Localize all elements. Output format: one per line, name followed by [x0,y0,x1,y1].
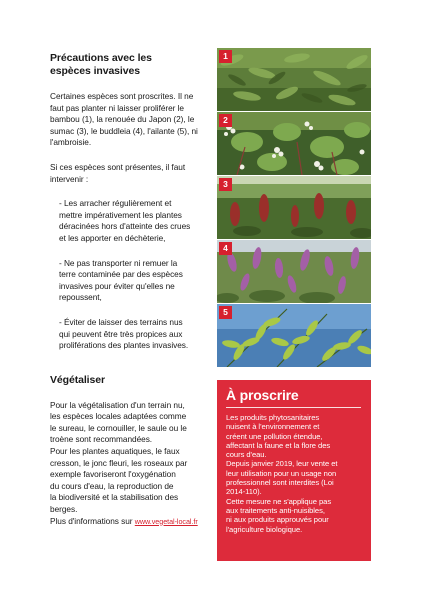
precautions-bullet-2: - Ne pas transporter ni remuer la terre contaminée par des espèces invasives pour éviter qu'elles ne repoussent, [59,257,183,303]
vegetaliser-heading: Végétaliser [50,373,105,386]
photo-sumac [217,176,371,239]
photo-bamboo [217,48,371,111]
invasive-species-photos [217,48,371,368]
precautions-bullet-1: - Les arracher régulièrement et mettre impérativement les plantes déracinées hors d'atteinte des crues et les apporter en déchèterie, [59,198,191,243]
bamboo-image [217,48,371,111]
photo-number-badge: 3 [219,178,232,191]
precautions-bullet-3: - Éviter de laisser des terrains nus qui peuvent être très propices aux proliférations des plantes invasives. [59,316,189,351]
photo-number-badge: 1 [219,50,232,63]
a-proscrire-divider [226,407,361,408]
vegetal-local-link[interactable]: www.vegetal-local.fr [134,516,198,526]
sumac-image [217,176,371,239]
photo-japanese-knotweed [217,112,371,175]
left-column [50,52,212,527]
precautions-heading: Précautions avec les espèces invasives [50,52,152,77]
precautions-intervene: Si ces espèces sont présentes, il faut intervenir : [50,161,186,184]
precautions-intro: Certaines espèces sont proscrites. Il ne faut pas planter ni laisser proliférer le bambou (1), la renouée du Japon (2), le sumac (3), le buddleia (4), l'ailante (5), ni l'ambroisie. [50,91,198,148]
buddleia-image [217,240,371,303]
vegetaliser-body: Pour la végétalisation d'un terrain nu, les espèces locales adaptées comme le sureau, le cornouiller, le saule ou le troène sont recommandées. Pour les plantes aquatiques, le faux cresson, le jonc fleuri, les roseaux par exemple favoriseront l'oxygénation du cours d'eau, la reproduction de la biodiversité et la stabilisation des berges. Plus d'informations sur www.vegetal-local.fr [50,400,212,528]
a-proscrire-box [217,380,371,561]
photo-number-badge: 5 [219,306,232,319]
photo-number-badge: 4 [219,242,232,255]
photo-buddleia [217,240,371,303]
ailanthus-image [217,304,371,367]
more-info-line: Plus d'informations sur www.vegetal-local.fr [50,515,198,526]
photo-tree-of-heaven [217,304,371,367]
knotweed-image [217,112,371,175]
a-proscrire-text: Les produits phytosanitaires nuisent à l'environnement et créent une pollution étendue, affectant la faune et la flore des cours d'eau. Depuis janvier 2019, leur vente et leur utilisation pour un usage non professionnel sont interdites (Loi 2014-110). Cette mesure ne s'applique pas aux traitements anti-nuisibles, ni aux produits approuvés pour l'agriculture biologique. [226,413,338,534]
a-proscrire-title: À proscrire [226,387,299,403]
photo-number-badge: 2 [219,114,232,127]
